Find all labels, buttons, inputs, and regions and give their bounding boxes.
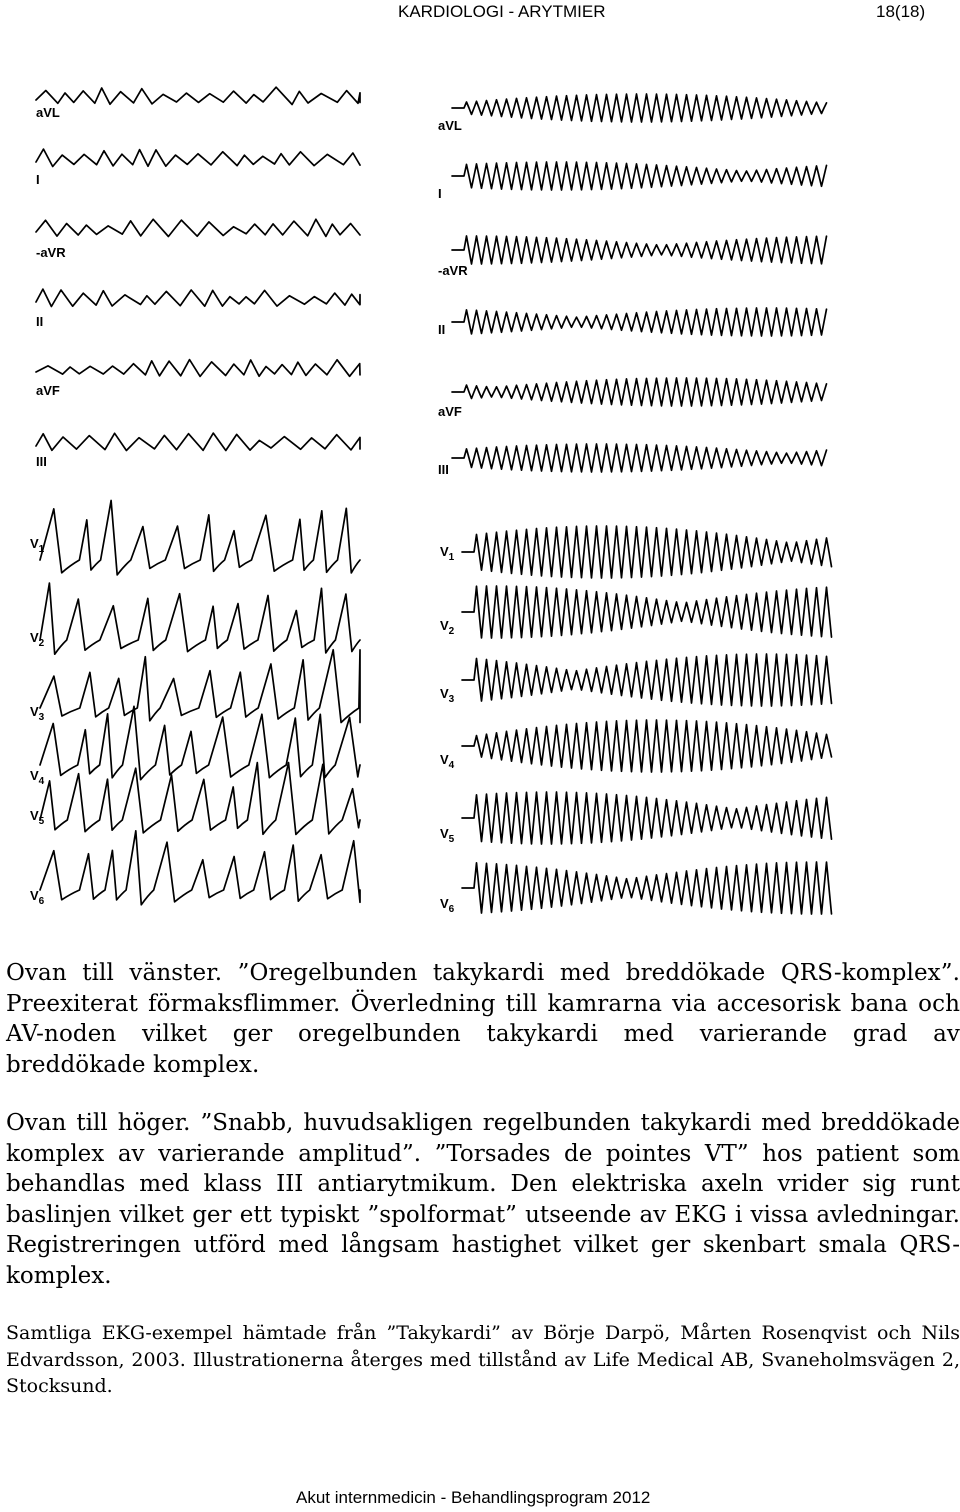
ecg-right-label-avl: aVL — [438, 118, 462, 133]
ecg-left-trace-avl — [36, 87, 360, 104]
ecg-right-trace--avr — [452, 236, 827, 264]
ecg-right-trace-i — [452, 162, 827, 190]
ecg-left-label-v2: $V_2$ — [30, 630, 45, 649]
ecg-right-trace-v4 — [462, 720, 832, 772]
ecg-left-trace-i — [36, 149, 360, 166]
ecg-left-label-avl: aVL — [36, 105, 60, 120]
header-title: KARDIOLOGI - ARYTMIER — [398, 2, 606, 21]
ecg-right-torsades — [438, 94, 832, 915]
ecg-right-trace-ii — [452, 308, 827, 336]
paragraph-right-ecg: Ovan till höger. ”Snabb, huvudsakligen regelbunden takykardi med breddökade komplex av varierande amplitud”. ”Torsades de pointes VT” hos patient som behandlas med klass III antiarytmikum. Den elektriska axeln vrider sig runt baslinjen vilket ger ett typiskt ”spolformat” utseende av EKG i vissa avledningar. Registreringen utförd med långsam hastighet vilket ger skenbart smala QRS-komplex. — [6, 1110, 960, 1289]
ecg-right-label-v1: $V_1$ — [440, 544, 455, 563]
page-footer: Akut internmedicin - Behandlingsprogram 2012 — [296, 1488, 651, 1507]
ecg-right-label-ii: II — [438, 322, 446, 337]
ecg-right-label-i: I — [438, 186, 442, 201]
source-note: Samtliga EKG-exempel hämtade från ”Takykardi” av Börje Darpö, Mårten Rosenqvist och Nils Edvardsson, 2003. Illustrationerna återges med tillstånd av Life Medical AB, Svaneholmsvägen 2, Stocksund. — [6, 1322, 960, 1397]
ecg-right-label-avf: aVF — [438, 404, 462, 419]
ecg-left-label-ii: II — [36, 314, 44, 329]
ecg-right-trace-v2 — [462, 586, 832, 638]
ecg-right-label-iii: III — [438, 462, 449, 477]
ecg-right-label--avr: -aVR — [438, 263, 468, 278]
ecg-left-label-v6: $V_6$ — [30, 888, 45, 907]
ecg-left-trace-v4 — [40, 706, 360, 779]
ecg-left-trace-v1 — [40, 501, 360, 575]
ecg-left-label--avr: -aVR — [36, 245, 66, 260]
ecg-right-trace-avf — [452, 378, 827, 406]
ecg-left-trace-v2 — [40, 583, 360, 654]
ecg-left-trace-v3 — [40, 650, 360, 723]
ecg-left-label-avf: aVF — [36, 383, 60, 398]
ecg-right-label-v5: $V_5$ — [440, 826, 455, 845]
ecg-right-trace-v3 — [462, 654, 832, 706]
ecg-left-label-v5: $V_5$ — [30, 808, 45, 827]
ecg-left-trace-v5 — [40, 763, 360, 835]
ecg-left-trace-v6 — [40, 831, 360, 905]
ecg-left-trace-iii — [36, 433, 360, 450]
ecg-right-trace-iii — [452, 444, 827, 472]
ecg-left-label-v3: $V_3$ — [30, 704, 45, 723]
ecg-right-trace-v6 — [462, 862, 832, 914]
ecg-right-label-v6: $V_6$ — [440, 896, 455, 915]
ecg-left-preexcited-af — [30, 87, 360, 907]
ecg-right-label-v2: $V_2$ — [440, 618, 455, 637]
ecg-left-label-iii: III — [36, 454, 47, 469]
ecg-left-label-i: I — [36, 172, 40, 187]
ecg-left-label-v4: $V_4$ — [30, 768, 45, 787]
page-number: 18(18) — [876, 2, 926, 21]
paragraph-left-ecg: Ovan till vänster. ”Oregelbunden takykardi med breddökade QRS-komplex”. Preexiterat förmaksflimmer. Överledning till kamrarna via accesorisk bana och AV-noden vilket ger oregelbunden takykardi med varierande grad av breddökade komplex. — [6, 960, 960, 1078]
ecg-left-trace-ii — [36, 289, 360, 306]
ecg-right-trace-v5 — [462, 792, 832, 844]
ecg-right-trace-v1 — [462, 526, 832, 578]
ecg-left-label-v1: $V_1$ — [30, 536, 45, 555]
ecg-right-trace-avl — [452, 94, 827, 122]
ecg-right-label-v3: $V_3$ — [440, 686, 455, 705]
ecg-left-trace--avr — [36, 219, 360, 236]
ecg-left-trace-avf — [36, 360, 360, 377]
ecg-right-label-v4: $V_4$ — [440, 752, 455, 771]
